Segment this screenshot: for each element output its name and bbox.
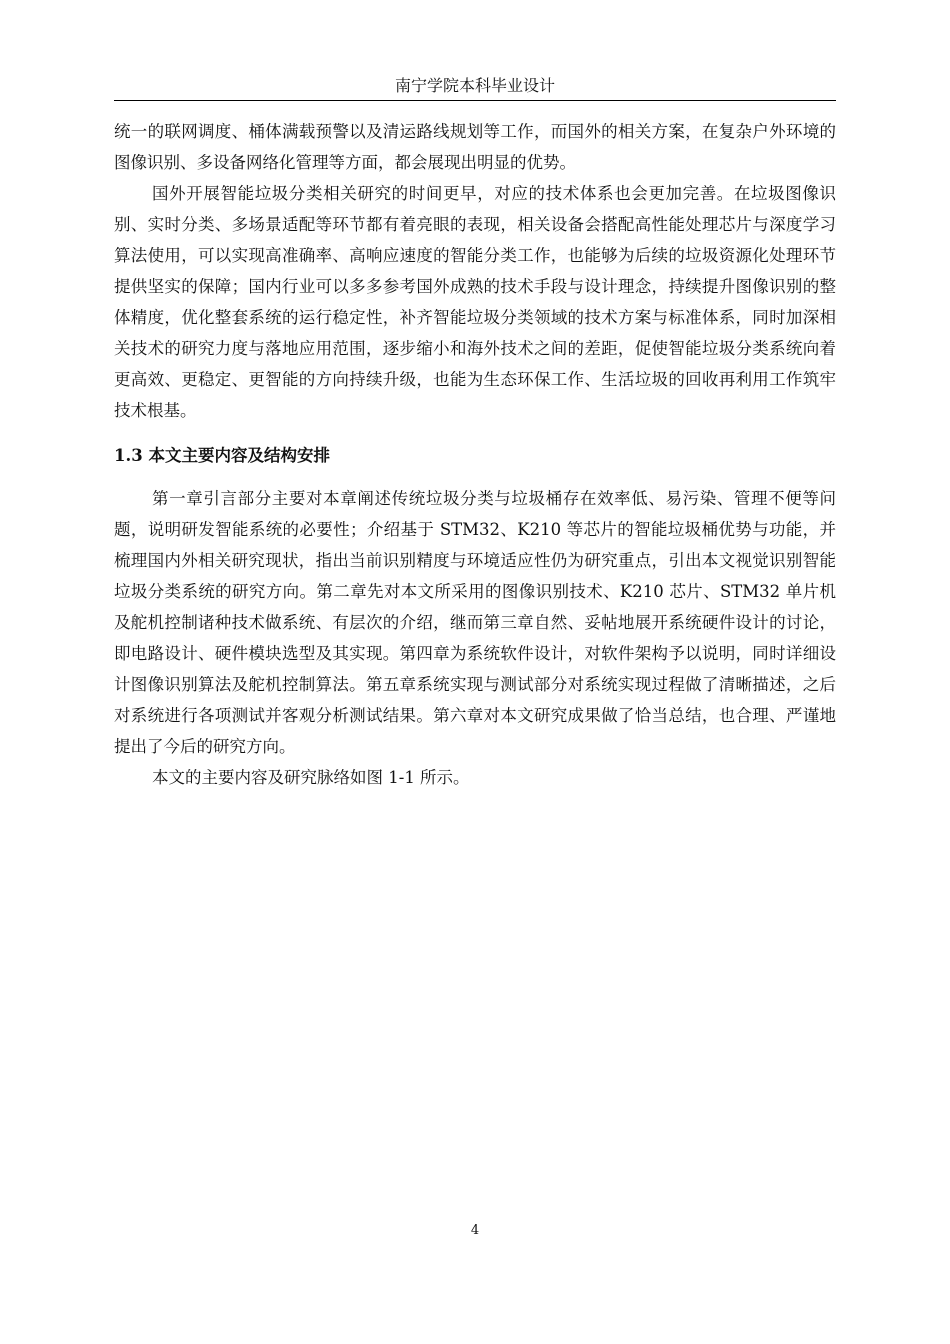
paragraph-structure: 第一章引言部分主要对本章阐述传统垃圾分类与垃圾桶存在效率低、易污染、管理不便等问题，说明研发智能系统的必要性；介绍基于 STM32、K210 等芯片的智能垃圾桶优势与功能，并梳理国内外相关研究现状，指出当前识别精度与环境适应性仍为研究重点，引出本文视觉识别智能垃圾分类系统的研究方向。第二章先对本文所采用的图像识别技术、K210 芯片、STM32 单片机及舵机控制诸种技术做系统、有层次的介绍，继而第三章自然、妥帖地展开系统硬件设计的讨论，即电路设计、硬件模块选型及其实现。第四章为系统软件设计，对软件架构予以说明，同时详细设计图像识别算法及舵机控制算法。第五章系统实现与测试部分对系统实现过程做了清晰描述，之后对系统进行各项测试并客观分析测试结果。第六章对本文研究成果做了恰当总结，也合理、严谨地提出了今后的研究方向。 [114, 489, 836, 756]
paragraph-continued: 统一的联网调度、桶体满载预警以及清运路线规划等工作，而国外的相关方案，在复杂户外环境的图像识别、多设备网络化管理等方面，都会展现出明显的优势。 [114, 122, 836, 172]
paragraph-foreign-research: 国外开展智能垃圾分类相关研究的时间更早，对应的技术体系也会更加完善。在垃圾图像识别、实时分类、多场景适配等环节都有着亮眼的表现，相关设备会搭配高性能处理芯片与深度学习算法使用，可以实现高准确率、高响应速度的智能分类工作，也能够为后续的垃圾资源化处理环节提供坚实的保障；国内行业可以多多参考国外成熟的技术手段与设计理念，持续提升图像识别的整体精度，优化整套系统的运行稳定性，补齐智能垃圾分类领域的技术方案与标准体系，同时加深相关技术的研究力度与落地应用范围，逐步缩小和海外技术之间的差距，促使智能垃圾分类系统向着更高效、更稳定、更智能的方向持续升级，也能为生态环保工作、生活垃圾的回收再利用工作筑牢技术根基。 [114, 184, 836, 420]
page-number: 4 [470, 1223, 480, 1238]
page-header-title: 南宁学院本科毕业设计 [394, 76, 555, 95]
document-body [114, 116, 836, 793]
paragraph-figure-reference: 本文的主要内容及研究脉络如图 1-1 所示。 [152, 768, 470, 787]
section-heading: 1.3 本文主要内容及结构安排 [114, 446, 330, 465]
header-divider [114, 100, 836, 101]
